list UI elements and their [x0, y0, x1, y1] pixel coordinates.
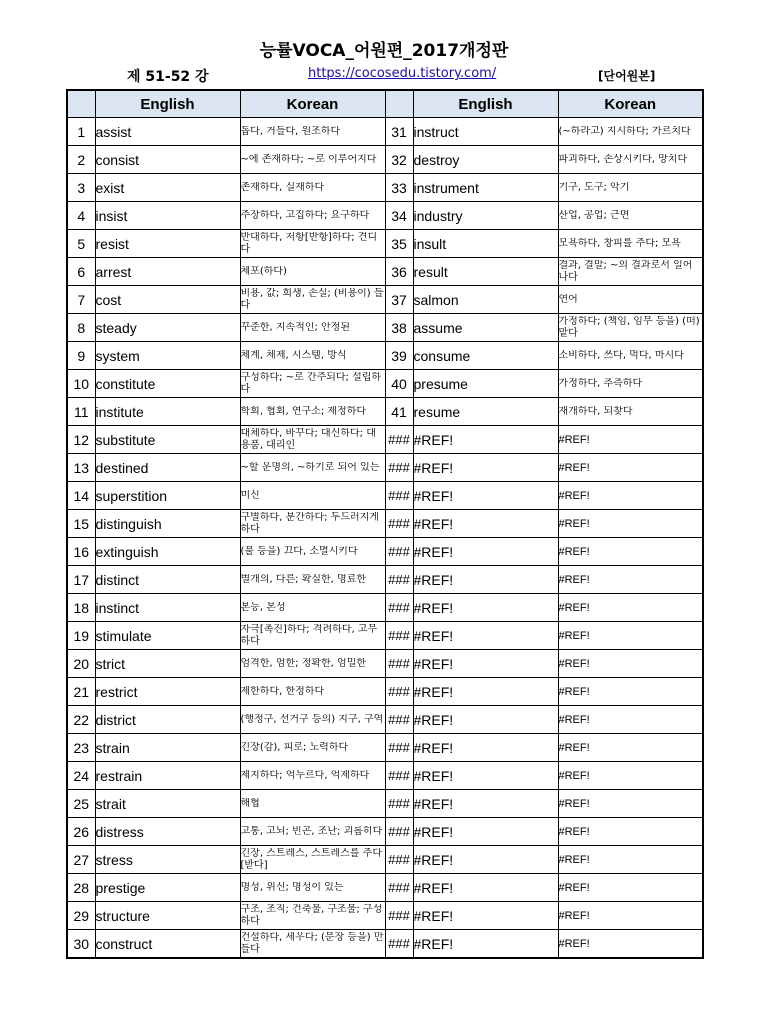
row-number: 27 [67, 846, 95, 874]
row-number: ### [385, 594, 413, 622]
edition-label: [단어원본] [598, 69, 656, 83]
korean-meaning-text: 건설하다, 세우다; (문장 등을) 만들다 [240, 931, 384, 955]
korean-meaning-text: 존재하다, 실재하다 [240, 181, 325, 193]
table-row [67, 650, 703, 678]
row-number: 22 [67, 706, 95, 734]
english-word: #REF! [413, 650, 558, 678]
table-row [67, 286, 703, 314]
row-number: 38 [385, 314, 413, 342]
korean-meaning [240, 846, 385, 874]
row-number: 4 [67, 202, 95, 230]
english-word: consist [95, 146, 240, 174]
korean-meaning-text: 가정하다, 추측하다 [558, 377, 643, 389]
row-number: 30 [67, 930, 95, 959]
korean-meaning-text: (행정구, 선거구 등의) 지구, 구역 [240, 713, 384, 725]
row-number: ### [385, 482, 413, 510]
row-number: 9 [67, 342, 95, 370]
table-row [67, 594, 703, 622]
table-row [67, 622, 703, 650]
korean-meaning-text: 돕다, 거들다, 원조하다 [240, 125, 341, 137]
table-row [67, 706, 703, 734]
korean-meaning [240, 762, 385, 790]
english-word: instruct [413, 118, 558, 146]
korean-meaning-text: 기구, 도구; 악기 [558, 181, 630, 193]
english-word: #REF! [413, 510, 558, 538]
korean-meaning-text: 파괴하다, 손상시키다, 망치다 [558, 153, 688, 165]
korean-meaning-text: 구성하다; ~로 간주되다; 설립하다 [240, 371, 382, 395]
english-word: presume [413, 370, 558, 398]
english-word: #REF! [413, 902, 558, 930]
row-number: ### [385, 622, 413, 650]
korean-meaning-text: 제한하다, 한정하다 [240, 685, 325, 697]
korean-meaning [240, 230, 385, 258]
korean-meaning: #REF! [558, 846, 703, 874]
korean-meaning-text: 구별하다, 분간하다; 두드러지게 하다 [240, 511, 379, 535]
row-number: 33 [385, 174, 413, 202]
table-row [67, 314, 703, 342]
table-row [67, 902, 703, 930]
korean-meaning-text: 명성, 위신; 명성이 있는 [240, 881, 344, 893]
english-word: insist [95, 202, 240, 230]
table-row [67, 762, 703, 790]
korean-meaning [240, 622, 385, 650]
row-number: 14 [67, 482, 95, 510]
korean-meaning [240, 454, 385, 482]
english-word: assist [95, 118, 240, 146]
korean-meaning: #REF! [558, 818, 703, 846]
table-row [67, 566, 703, 594]
row-number: 34 [385, 202, 413, 230]
row-number: 25 [67, 790, 95, 818]
english-word: #REF! [413, 594, 558, 622]
korean-meaning: #REF! [558, 902, 703, 930]
korean-meaning [240, 482, 385, 510]
english-word: arrest [95, 258, 240, 286]
header-num-2 [385, 90, 413, 118]
row-number: ### [385, 790, 413, 818]
korean-meaning [240, 398, 385, 426]
row-number: 41 [385, 398, 413, 426]
row-number: ### [385, 538, 413, 566]
english-word: superstition [95, 482, 240, 510]
english-word: consume [413, 342, 558, 370]
korean-meaning [240, 734, 385, 762]
vocab-table [66, 89, 704, 959]
korean-meaning-text: 본능, 본성 [240, 601, 286, 613]
korean-meaning-text: 대체하다, 바꾸다; 대신하다; 대용품, 대리인 [240, 427, 376, 451]
english-word: result [413, 258, 558, 286]
korean-meaning [240, 706, 385, 734]
korean-meaning-text: 산업, 공업; 근면 [558, 209, 630, 221]
korean-meaning [240, 118, 385, 146]
row-number: 13 [67, 454, 95, 482]
korean-meaning: #REF! [558, 678, 703, 706]
korean-meaning [240, 342, 385, 370]
table-row [67, 258, 703, 286]
korean-meaning: #REF! [558, 706, 703, 734]
korean-meaning-text: 비용, 값; 희생, 손실; (비용이) 들다 [240, 287, 384, 311]
english-word: #REF! [413, 818, 558, 846]
english-word: cost [95, 286, 240, 314]
korean-meaning [240, 258, 385, 286]
table-row [67, 342, 703, 370]
korean-meaning [558, 370, 703, 398]
korean-meaning-text: 해협 [240, 797, 260, 809]
table-row [67, 370, 703, 398]
row-number: ### [385, 874, 413, 902]
english-word: #REF! [413, 762, 558, 790]
english-word: distinct [95, 566, 240, 594]
english-word: #REF! [413, 566, 558, 594]
english-word: system [95, 342, 240, 370]
korean-meaning [240, 426, 385, 454]
korean-meaning [558, 286, 703, 314]
korean-meaning [558, 118, 703, 146]
header-num-1 [67, 90, 95, 118]
korean-meaning [558, 174, 703, 202]
korean-meaning: #REF! [558, 510, 703, 538]
korean-meaning: #REF! [558, 482, 703, 510]
korean-meaning [558, 314, 703, 342]
korean-meaning-text: (~하라고) 지시하다; 가르치다 [558, 125, 691, 137]
english-word: #REF! [413, 846, 558, 874]
english-word: industry [413, 202, 558, 230]
row-number: 31 [385, 118, 413, 146]
korean-meaning-text: 긴장(감), 피로; 노력하다 [240, 741, 349, 753]
english-word: #REF! [413, 874, 558, 902]
korean-meaning-text: 결과, 결말; ~의 결과로서 일어나다 [558, 259, 693, 283]
table-row [67, 818, 703, 846]
english-word: construct [95, 930, 240, 959]
row-number: 16 [67, 538, 95, 566]
table-row [67, 482, 703, 510]
korean-meaning-text: 꾸준한, 지속적인; 안정된 [240, 321, 351, 333]
row-number: 10 [67, 370, 95, 398]
english-word: institute [95, 398, 240, 426]
korean-meaning-text: 연어 [558, 293, 578, 305]
english-word: salmon [413, 286, 558, 314]
korean-meaning [558, 258, 703, 286]
korean-meaning [558, 342, 703, 370]
row-number: 7 [67, 286, 95, 314]
row-number: 24 [67, 762, 95, 790]
english-word: substitute [95, 426, 240, 454]
english-word: destined [95, 454, 240, 482]
lecture-label: 제 51-52 강 [127, 69, 209, 85]
table-row [67, 174, 703, 202]
table-row [67, 426, 703, 454]
korean-meaning-text: 학회, 협회, 연구소; 제정하다 [240, 405, 367, 417]
korean-meaning [240, 510, 385, 538]
english-word: restrict [95, 678, 240, 706]
korean-meaning: #REF! [558, 790, 703, 818]
table-row [67, 454, 703, 482]
english-word: #REF! [413, 706, 558, 734]
korean-meaning [558, 146, 703, 174]
row-number: 8 [67, 314, 95, 342]
row-number: ### [385, 762, 413, 790]
english-word: destroy [413, 146, 558, 174]
korean-meaning [240, 538, 385, 566]
row-number: 15 [67, 510, 95, 538]
korean-meaning-text: 소비하다, 쓰다, 먹다, 마시다 [558, 349, 684, 361]
korean-meaning: #REF! [558, 566, 703, 594]
row-number: 32 [385, 146, 413, 174]
korean-meaning: #REF! [558, 622, 703, 650]
row-number: ### [385, 846, 413, 874]
english-word: prestige [95, 874, 240, 902]
row-number: 29 [67, 902, 95, 930]
row-number: ### [385, 930, 413, 959]
row-number: 11 [67, 398, 95, 426]
english-word: #REF! [413, 678, 558, 706]
table-row [67, 510, 703, 538]
korean-meaning: #REF! [558, 874, 703, 902]
korean-meaning [240, 930, 385, 959]
korean-meaning-text: 제지하다; 억누르다, 억제하다 [240, 769, 370, 781]
english-word: structure [95, 902, 240, 930]
english-word: extinguish [95, 538, 240, 566]
english-word: exist [95, 174, 240, 202]
korean-meaning-text: 구조, 조직; 건축물, 구조물; 구성하다 [240, 903, 383, 927]
korean-meaning: #REF! [558, 734, 703, 762]
korean-meaning-text: 가정하다; (책임, 임무 등을) (떠)맡다 [558, 315, 700, 339]
korean-meaning [240, 678, 385, 706]
korean-meaning [240, 874, 385, 902]
english-word: insult [413, 230, 558, 258]
blog-link[interactable]: https://cocosedu.tistory.com/ [308, 66, 497, 81]
row-number: 36 [385, 258, 413, 286]
korean-meaning: #REF! [558, 426, 703, 454]
table-row [67, 230, 703, 258]
korean-meaning [240, 594, 385, 622]
korean-meaning [240, 566, 385, 594]
korean-meaning: #REF! [558, 538, 703, 566]
korean-meaning [240, 314, 385, 342]
row-number: 40 [385, 370, 413, 398]
row-number: 23 [67, 734, 95, 762]
english-word: strain [95, 734, 240, 762]
english-word: instinct [95, 594, 240, 622]
korean-meaning-text: 긴장, 스트레스, 스트레스를 주다[받다] [240, 847, 382, 871]
english-word: resume [413, 398, 558, 426]
row-number: ### [385, 650, 413, 678]
korean-meaning-text: 모욕하다, 창피를 주다; 모욕 [558, 237, 681, 249]
english-word: restrain [95, 762, 240, 790]
row-number: ### [385, 678, 413, 706]
english-word: #REF! [413, 426, 558, 454]
korean-meaning [558, 202, 703, 230]
korean-meaning [240, 202, 385, 230]
row-number: ### [385, 426, 413, 454]
row-number: 21 [67, 678, 95, 706]
english-word: strict [95, 650, 240, 678]
korean-meaning [240, 650, 385, 678]
korean-meaning-text: ~할 운명의, ~하기로 되어 있는 [240, 461, 380, 473]
korean-meaning: #REF! [558, 650, 703, 678]
header-english-2: English [413, 90, 558, 118]
row-number: 2 [67, 146, 95, 174]
korean-meaning [240, 818, 385, 846]
korean-meaning-text: 미신 [240, 489, 260, 501]
korean-meaning: #REF! [558, 762, 703, 790]
english-word: #REF! [413, 482, 558, 510]
korean-meaning-text: 엄격한, 엄한; 정확한, 엄밀한 [240, 657, 367, 669]
korean-meaning [240, 790, 385, 818]
english-word: resist [95, 230, 240, 258]
row-number: 6 [67, 258, 95, 286]
english-word: #REF! [413, 930, 558, 959]
english-word: steady [95, 314, 240, 342]
english-word: distinguish [95, 510, 240, 538]
row-number: 39 [385, 342, 413, 370]
row-number: 19 [67, 622, 95, 650]
korean-meaning-text: 반대하다, 저항[반항]하다; 견디다 [240, 231, 378, 255]
english-word: #REF! [413, 790, 558, 818]
english-word: district [95, 706, 240, 734]
english-word: stimulate [95, 622, 240, 650]
english-word: #REF! [413, 734, 558, 762]
header-korean-2: Korean [558, 90, 703, 118]
korean-meaning-text: 주장하다, 고집하다; 요구하다 [240, 209, 370, 221]
korean-meaning-text: 재개하다, 되찾다 [558, 405, 633, 417]
english-word: #REF! [413, 622, 558, 650]
table-row [67, 118, 703, 146]
english-word: #REF! [413, 538, 558, 566]
korean-meaning-text: 고통, 고뇌; 빈곤, 조난; 괴롭히다 [240, 825, 383, 837]
english-word: constitute [95, 370, 240, 398]
row-number: ### [385, 510, 413, 538]
row-number: ### [385, 734, 413, 762]
row-number: 37 [385, 286, 413, 314]
row-number: 3 [67, 174, 95, 202]
table-row [67, 202, 703, 230]
korean-meaning [240, 902, 385, 930]
korean-meaning [240, 174, 385, 202]
korean-meaning: #REF! [558, 930, 703, 959]
row-number: ### [385, 454, 413, 482]
korean-meaning-text: 체포(하다) [240, 265, 287, 277]
english-word: strait [95, 790, 240, 818]
korean-meaning [240, 146, 385, 174]
table-header-row [67, 90, 703, 118]
row-number: 1 [67, 118, 95, 146]
english-word: instrument [413, 174, 558, 202]
korean-meaning [558, 398, 703, 426]
table-row [67, 874, 703, 902]
english-word: stress [95, 846, 240, 874]
korean-meaning-text: (불 등을) 끄다, 소멸시키다 [240, 545, 358, 557]
korean-meaning [240, 286, 385, 314]
page-title: 능률VOCA_어원편_2017개정판 [259, 41, 509, 61]
english-word: distress [95, 818, 240, 846]
korean-meaning-text: 자극[촉진]하다; 격려하다, 고무하다 [240, 623, 378, 647]
row-number: 28 [67, 874, 95, 902]
english-word: #REF! [413, 454, 558, 482]
table-row [67, 846, 703, 874]
header-korean-1: Korean [240, 90, 385, 118]
korean-meaning-text: 체계, 체제, 시스템, 방식 [240, 349, 347, 361]
row-number: ### [385, 818, 413, 846]
row-number: 5 [67, 230, 95, 258]
korean-meaning: #REF! [558, 594, 703, 622]
korean-meaning: #REF! [558, 454, 703, 482]
korean-meaning-text: ~에 존재하다; ~로 이루어지다 [240, 153, 377, 165]
row-number: ### [385, 902, 413, 930]
row-number: ### [385, 566, 413, 594]
table-row [67, 734, 703, 762]
row-number: 12 [67, 426, 95, 454]
table-row [67, 678, 703, 706]
row-number: 18 [67, 594, 95, 622]
table-row [67, 538, 703, 566]
korean-meaning [558, 230, 703, 258]
korean-meaning-text: 별개의, 다른; 확실한, 명료한 [240, 573, 367, 585]
row-number: 26 [67, 818, 95, 846]
row-number: 17 [67, 566, 95, 594]
header-english-1: English [95, 90, 240, 118]
table-row [67, 790, 703, 818]
row-number: 35 [385, 230, 413, 258]
table-row [67, 930, 703, 959]
table-row [67, 398, 703, 426]
row-number: 20 [67, 650, 95, 678]
english-word: assume [413, 314, 558, 342]
table-row [67, 146, 703, 174]
korean-meaning [240, 370, 385, 398]
row-number: ### [385, 706, 413, 734]
